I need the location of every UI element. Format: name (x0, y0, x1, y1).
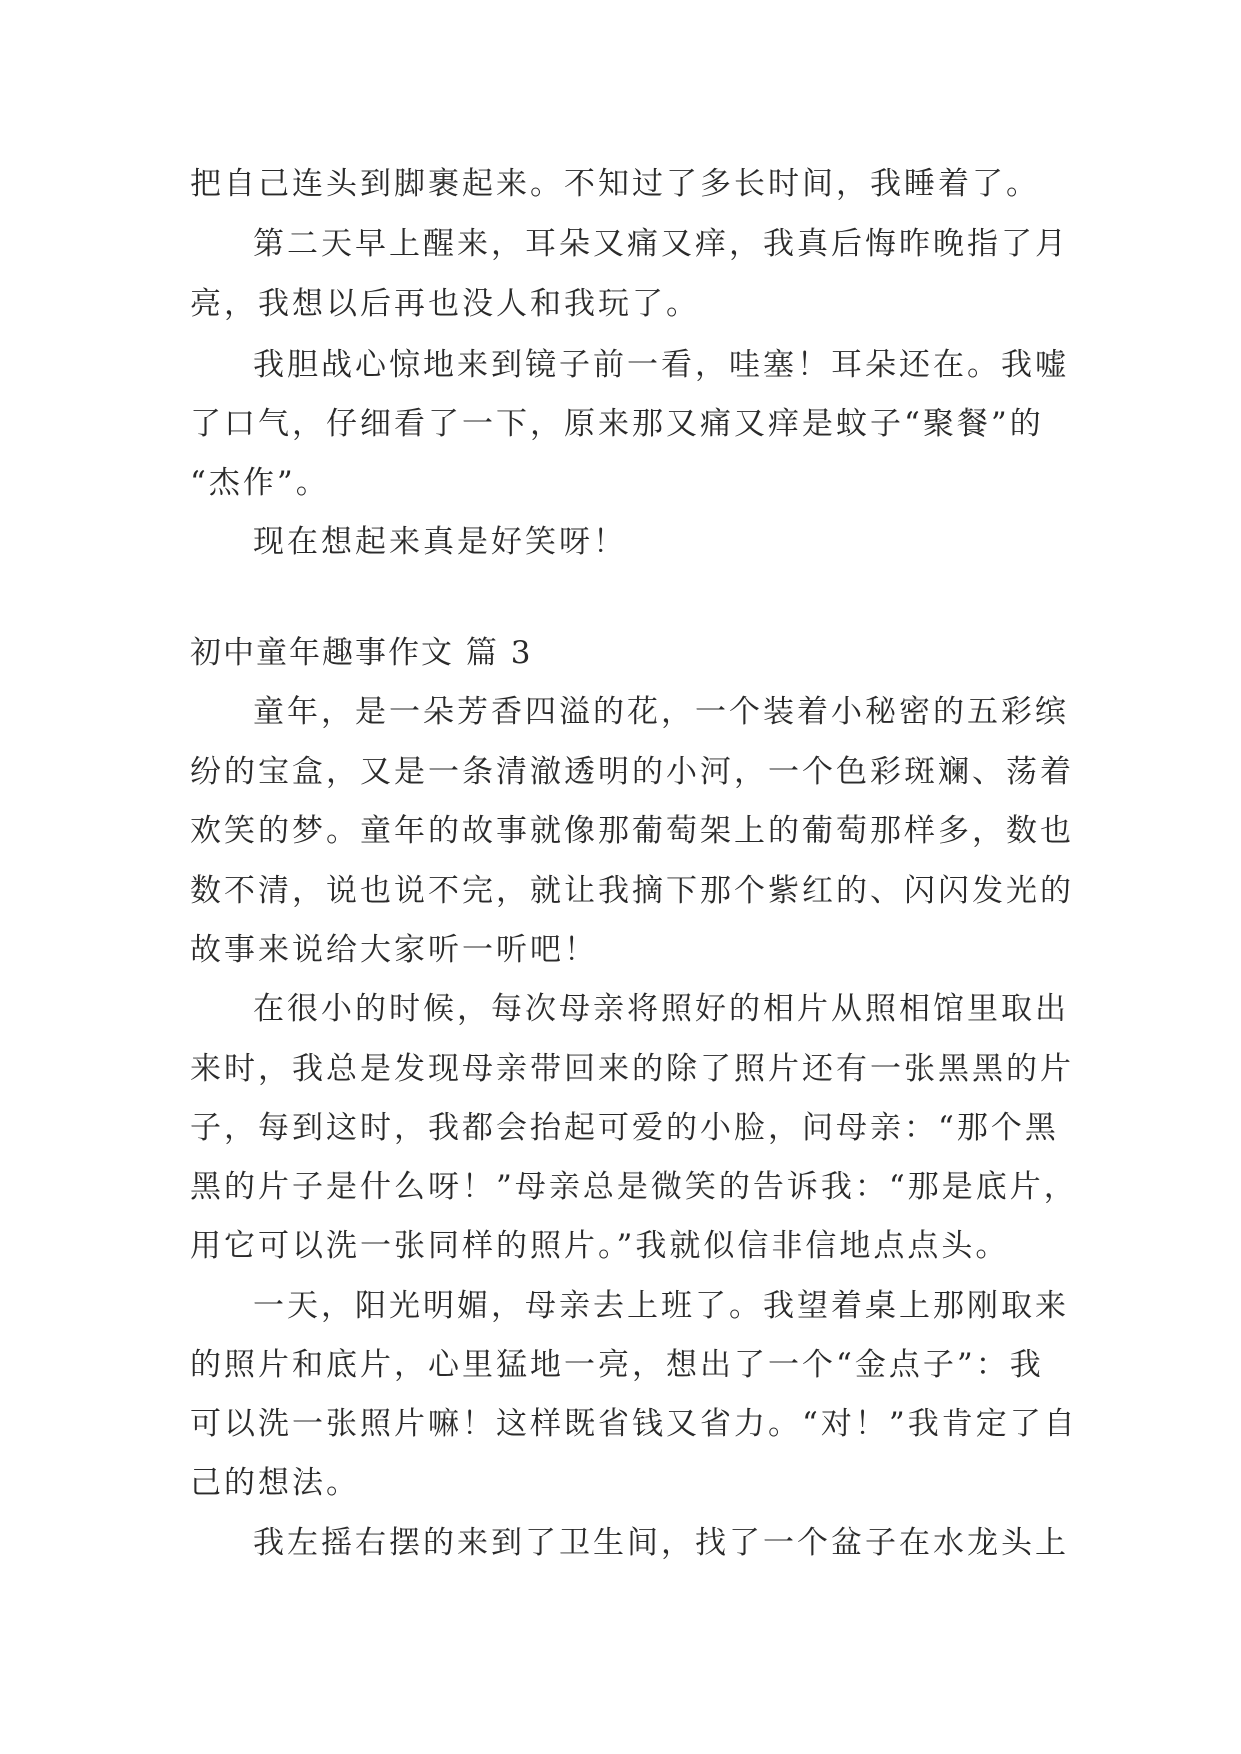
paragraph-line: 第二天早上醒来，耳朵又痛又痒，我真后悔昨晚指了月 (253, 226, 1069, 262)
section-heading: 初中童年趣事作文 篇 3 (190, 635, 533, 671)
paragraph-line: 子，每到这时，我都会抬起可爱的小脸，问母亲：“那个黑 (190, 1110, 1059, 1146)
paragraph-line: 现在想起来真是好笑呀！ (253, 524, 627, 560)
paragraph-line: 把自己连头到脚裹起来。不知过了多长时间，我睡着了。 (190, 166, 1040, 202)
paragraph-line: 亮，我想以后再也没人和我玩了。 (190, 286, 700, 322)
paragraph-line: 纷的宝盒，又是一条清澈透明的小河，一个色彩斑斓、荡着 (190, 754, 1074, 790)
paragraph-line: 来时，我总是发现母亲带回来的除了照片还有一张黑黑的片 (190, 1051, 1074, 1087)
paragraph-line: “杰作”。 (190, 465, 330, 501)
paragraph-line: 用它可以洗一张同样的照片。”我就似信非信地点点头。 (190, 1228, 1010, 1264)
paragraph-line: 童年，是一朵芳香四溢的花，一个装着小秘密的五彩缤 (253, 694, 1069, 730)
paragraph-line: 我左摇右摆的来到了卫生间，找了一个盆子在水龙头上 (253, 1525, 1069, 1561)
paragraph-line: 数不清，说也说不完，就让我摘下那个紫红的、闪闪发光的 (190, 873, 1074, 909)
paragraph-line: 我胆战心惊地来到镜子前一看，哇塞！耳朵还在。我嘘 (253, 347, 1069, 383)
paragraph-line: 欢笑的梦。童年的故事就像那葡萄架上的葡萄那样多，数也 (190, 813, 1074, 849)
paragraph-line: 黑的片子是什么呀！”母亲总是微笑的告诉我：“那是底片， (190, 1169, 1078, 1205)
paragraph-line: 了口气，仔细看了一下，原来那又痛又痒是蚊子“聚餐”的 (190, 406, 1044, 442)
paragraph-line: 的照片和底片，心里猛地一亮，想出了一个“金点子”：我 (190, 1347, 1044, 1383)
paragraph-line: 可以洗一张照片嘛！这样既省钱又省力。“对！”我肯定了自 (190, 1406, 1078, 1442)
paragraph-line: 在很小的时候，每次母亲将照好的相片从照相馆里取出 (253, 991, 1069, 1027)
paragraph-line: 己的想法。 (190, 1465, 360, 1501)
paragraph-line: 一天，阳光明媚，母亲去上班了。我望着桌上那刚取来 (253, 1288, 1069, 1324)
paragraph-line: 故事来说给大家听一听吧！ (190, 932, 598, 968)
